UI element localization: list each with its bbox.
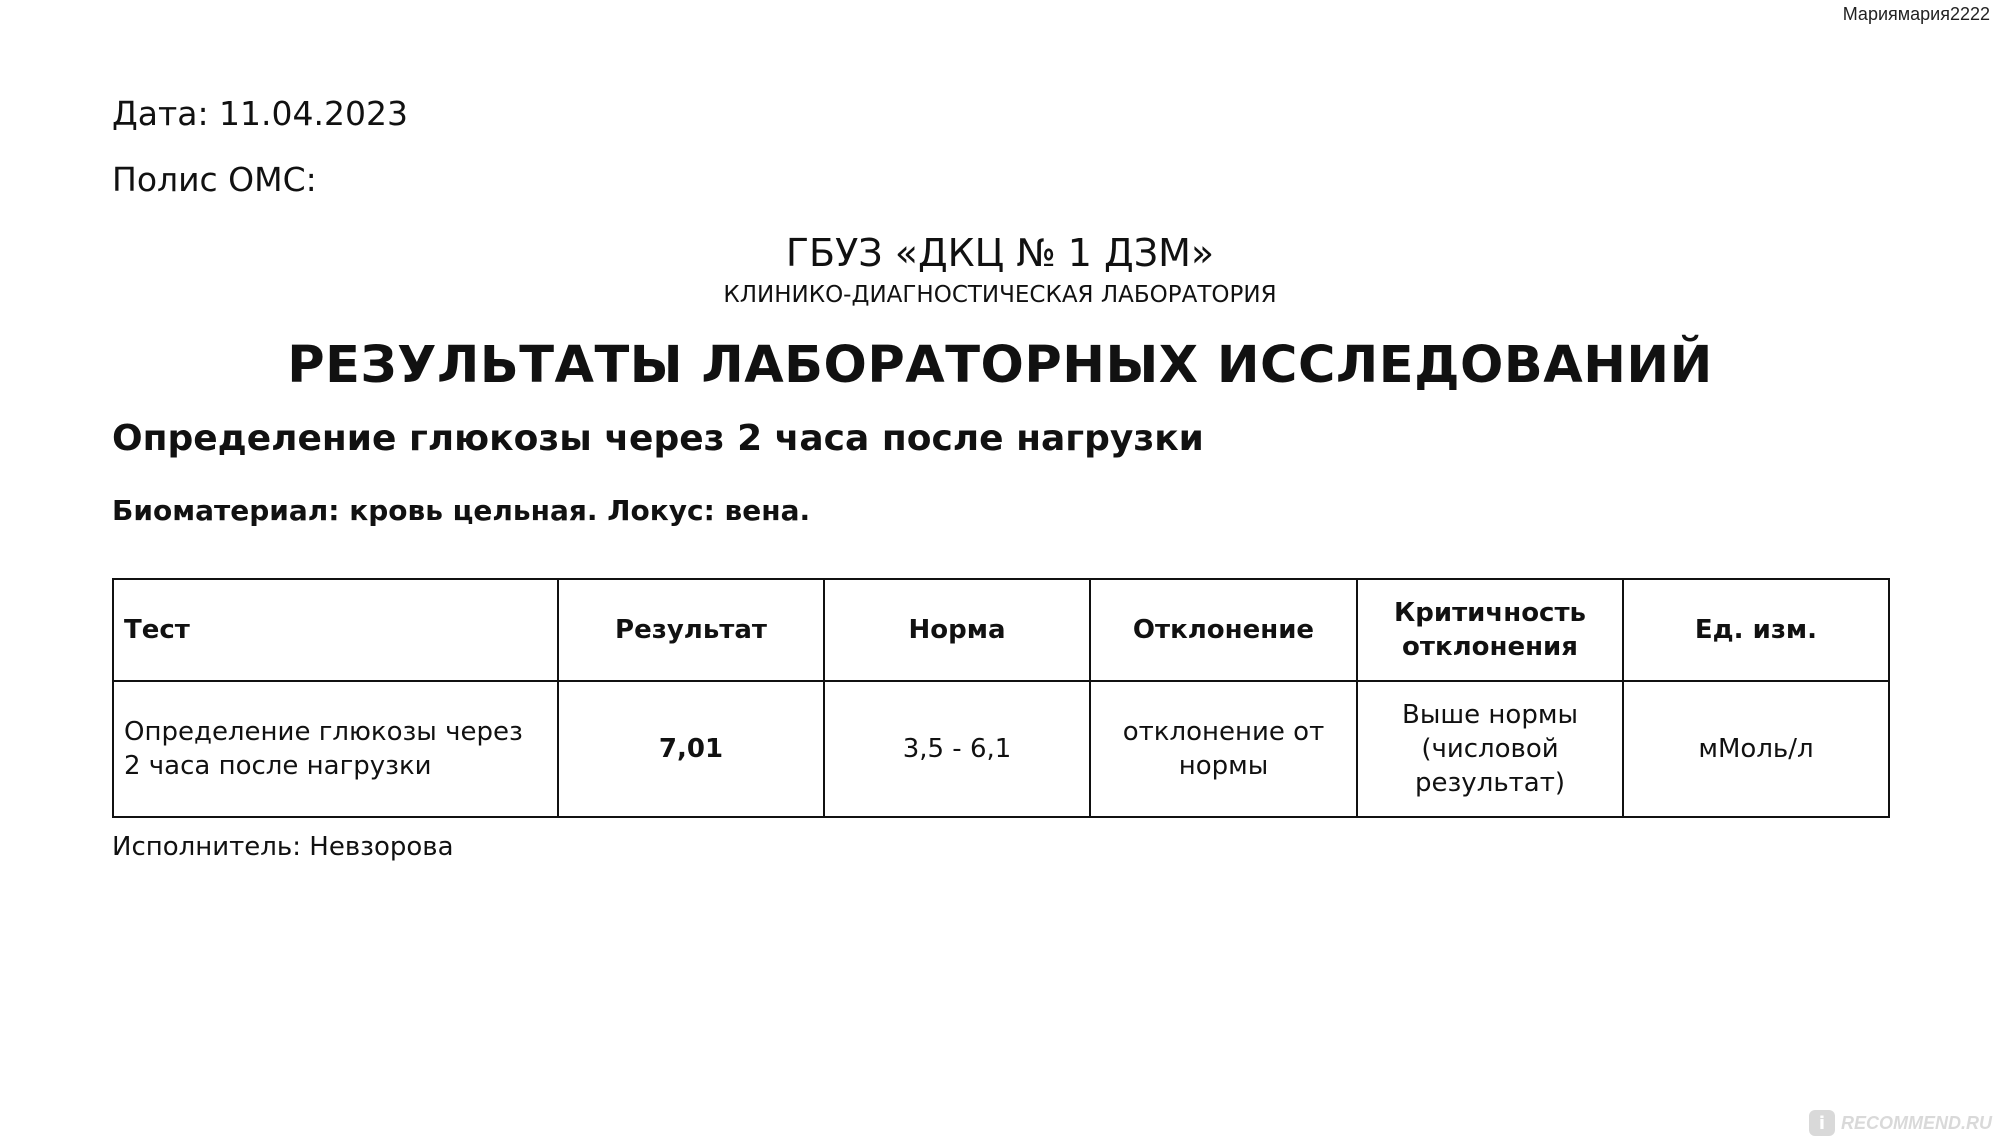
organization-department: КЛИНИКО-ДИАГНОСТИЧЕСКАЯ ЛАБОРАТОРИЯ xyxy=(723,282,1277,308)
document-title: РЕЗУЛЬТАТЫ ЛАБОРАТОРНЫХ ИССЛЕДОВАНИЙ xyxy=(287,336,1713,395)
recommend-logo-icon: i xyxy=(1809,1110,1835,1136)
column-header-test: Тест xyxy=(113,579,558,681)
cell-test-name: Определение глюкозы через 2 часа после нагрузки xyxy=(113,681,558,817)
cell-norm: 3,5 - 6,1 xyxy=(824,681,1090,817)
cell-deviation: отклонение от нормы xyxy=(1090,681,1357,817)
column-header-unit: Ед. изм. xyxy=(1623,579,1889,681)
column-header-result: Результат xyxy=(558,579,824,681)
results-table xyxy=(112,578,1890,818)
table-header-row xyxy=(113,579,1889,681)
cell-result: 7,01 xyxy=(558,681,824,817)
date-line: Дата: 11.04.2023 xyxy=(112,94,409,133)
watermark-username: Мариямария2222 xyxy=(1842,4,1990,24)
site-watermark-text: RECOMMEND.RU xyxy=(1841,1112,1992,1133)
cell-criticality: Выше нормы (числовой результат) xyxy=(1357,681,1623,817)
policy-line: Полис ОМС: xyxy=(112,160,317,199)
column-header-deviation: Отклонение xyxy=(1090,579,1357,681)
organization-name: ГБУЗ «ДКЦ № 1 ДЗМ» xyxy=(785,231,1215,275)
test-heading: Определение глюкозы через 2 часа после нагрузки xyxy=(112,418,1204,459)
table-row xyxy=(113,681,1889,817)
executor-line: Исполнитель: Невзорова xyxy=(112,832,454,862)
column-header-norm: Норма xyxy=(824,579,1090,681)
biomaterial-line: Биоматериал: кровь цельная. Локус: вена. xyxy=(112,494,811,527)
column-header-criticality: Критичность отклонения xyxy=(1357,579,1623,681)
cell-unit: мМоль/л xyxy=(1623,681,1889,817)
site-watermark-logo xyxy=(1809,1110,1992,1136)
